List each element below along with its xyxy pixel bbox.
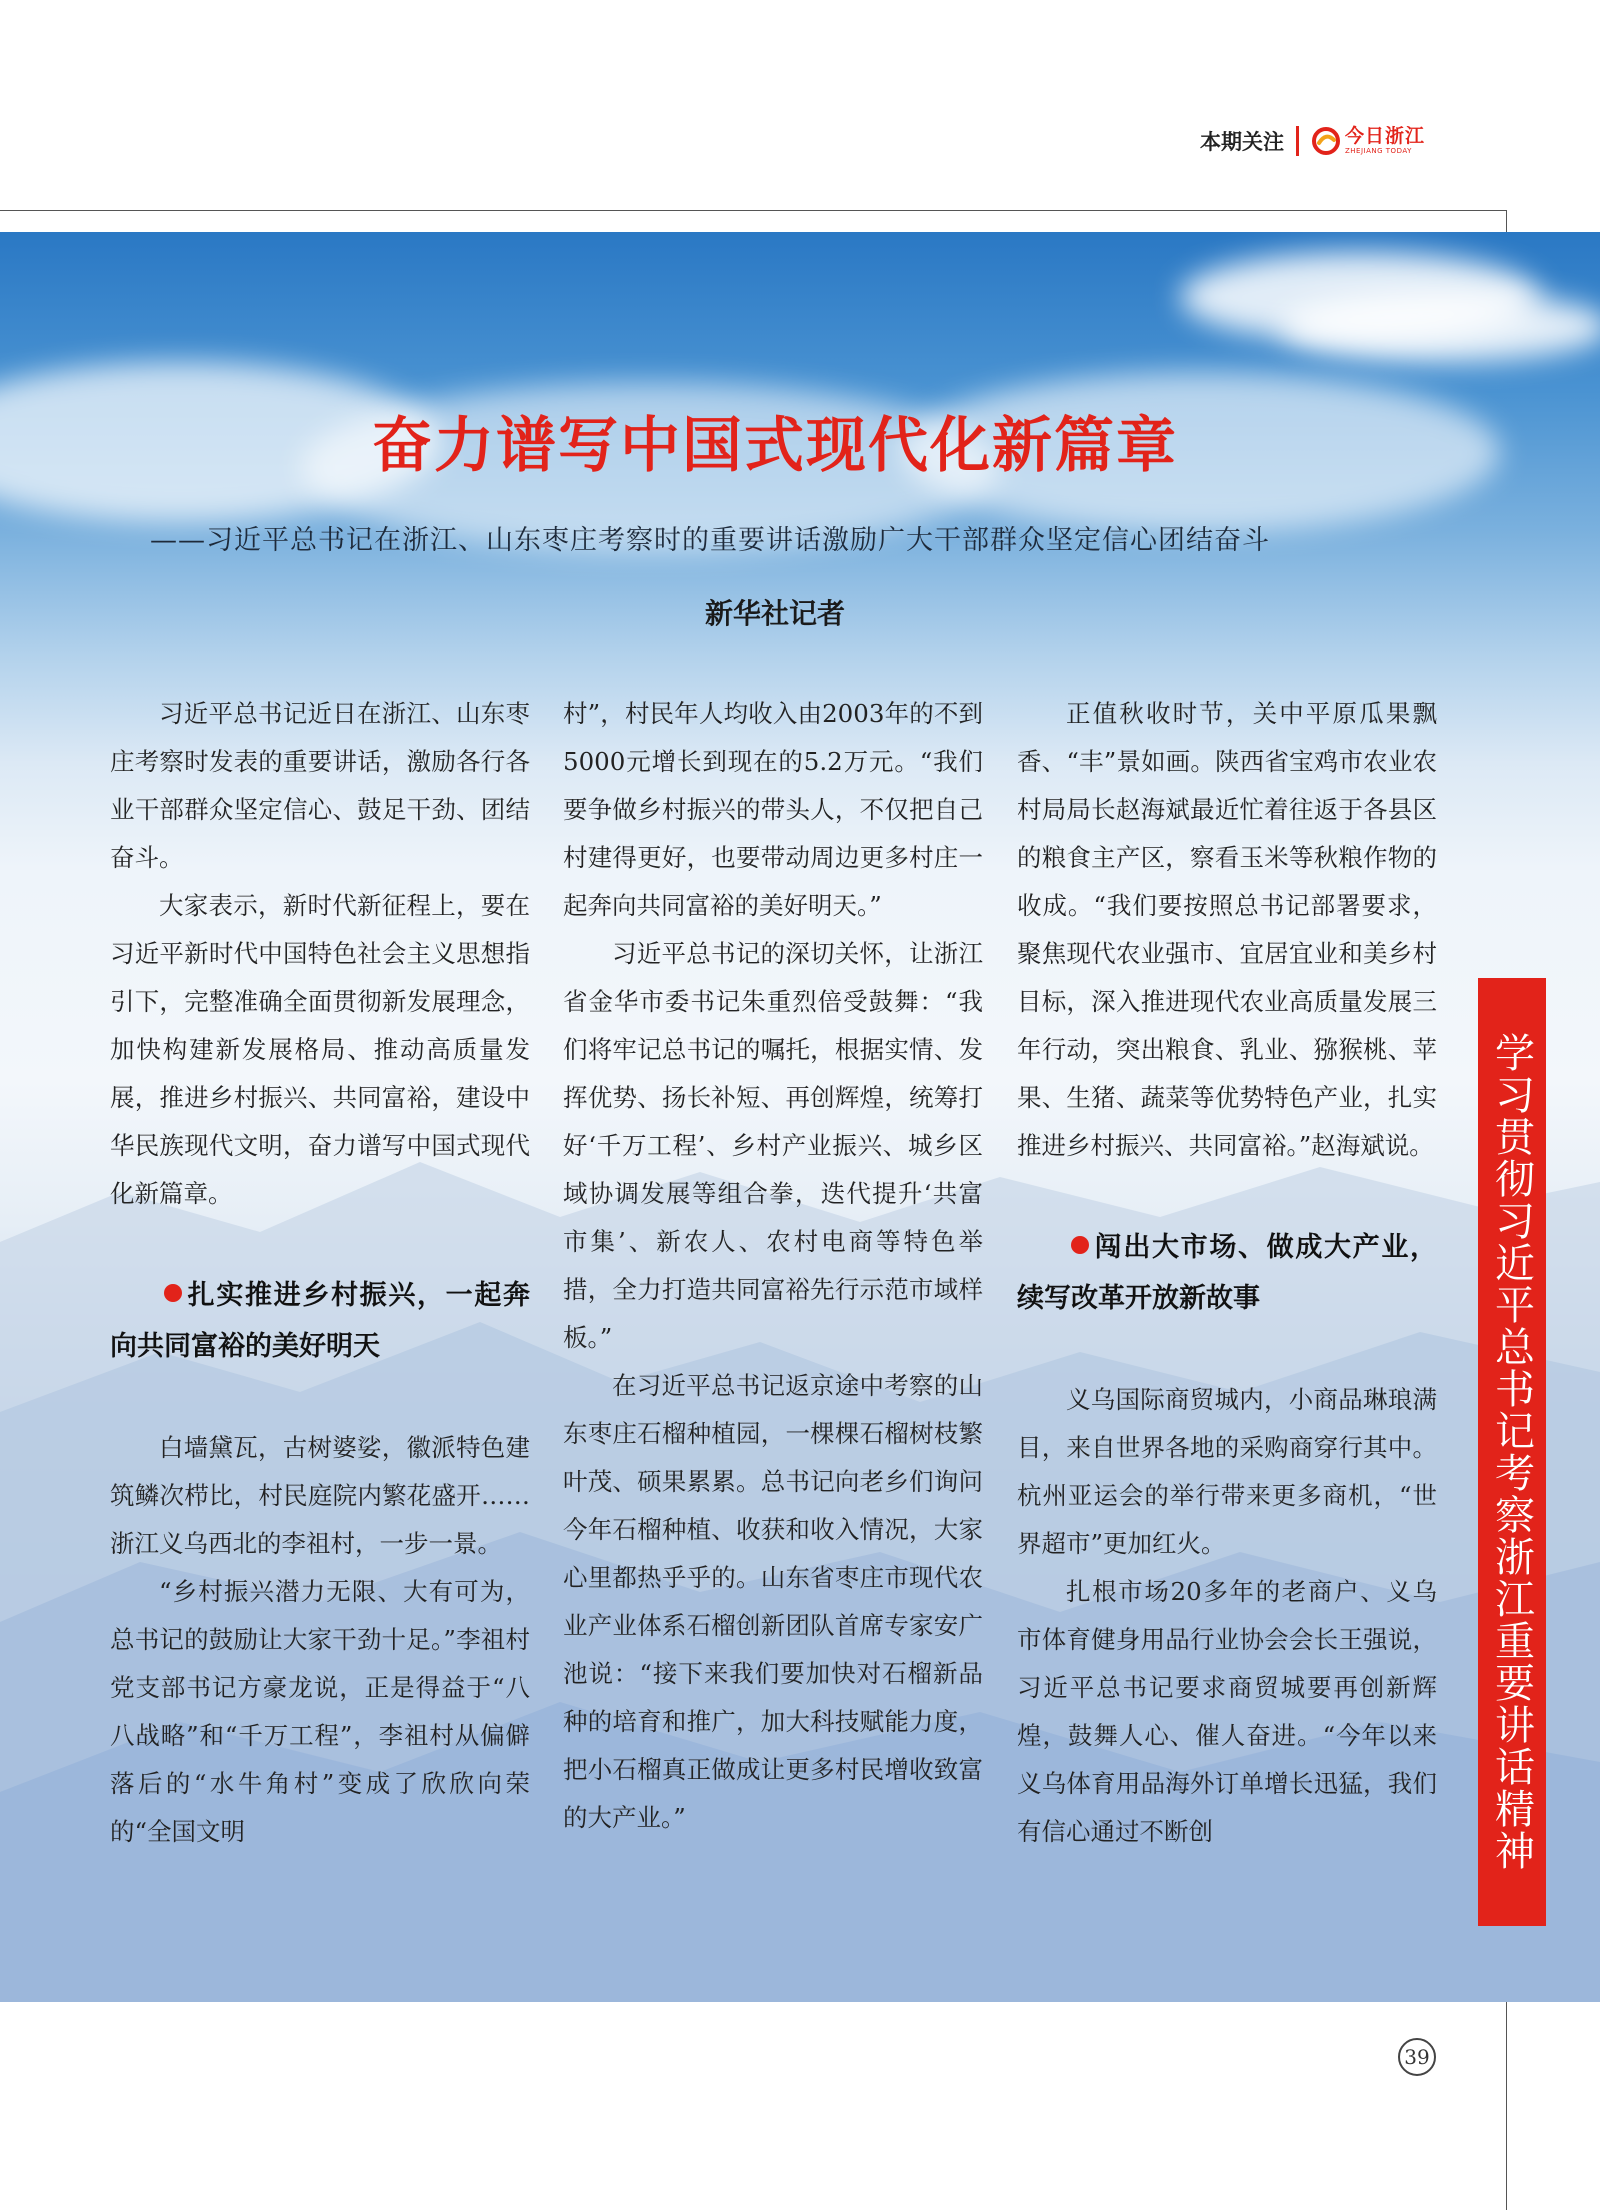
- text-column-2: [563, 690, 983, 1842]
- frame-top-rule: [0, 210, 1507, 211]
- banner-text: 学习贯彻习近平总书记考察浙江重要讲话精神: [1488, 1032, 1535, 1872]
- text-column-1: [110, 690, 530, 1856]
- bullet-dot-icon: [164, 1284, 182, 1302]
- section-heading-text: 闯出大市场、做成大产业，续写改革开放新故事: [1017, 1232, 1437, 1314]
- text-column-3: [1017, 690, 1437, 1856]
- vertical-topic-banner: [1478, 978, 1546, 1926]
- page-number: 39: [1398, 2038, 1436, 2076]
- header-divider: [1296, 126, 1299, 156]
- section-heading: [1017, 1222, 1437, 1324]
- logo-english-text: ZHEJIANG TODAY: [1345, 147, 1412, 155]
- logo-swirl-icon: [1311, 126, 1341, 156]
- section-heading-text: 扎实推进乡村振兴，一起奔向共同富裕的美好明天: [110, 1280, 530, 1362]
- paragraph: 大家表示，新时代新征程上，要在习近平新时代中国特色社会主义思想指引下，完整准确全面贯彻新发展理念，加快构建新发展格局、推动高质量发展，推进乡村振兴、共同富裕，建设中华民族现代文明，奋力谱写中国式现代化新篇章。: [110, 891, 530, 1208]
- running-head: [1200, 124, 1425, 158]
- article-subtitle: ——习近平总书记在浙江、山东枣庄考察时的重要讲话激励广大干部群众坚定信心团结奋斗: [150, 525, 1270, 556]
- paragraph: 正值秋收时节，关中平原瓜果飘香、“丰”景如画。陕西省宝鸡市农业农村局局长赵海斌最近忙着往返于各县区的粮食主产区，察看玉米等秋粮作物的收成。“我们要按照总书记部署要求，聚焦现代农业强市、宜居宜业和美乡村目标，深入推进现代农业高质量发展三年行动，突出粮食、乳业、猕猴桃、苹果、生猪、蔬菜等优势特色产业，扎实推进乡村振兴、共同富裕。”赵海斌说。: [1017, 699, 1437, 1160]
- logo-chinese-text: 今日浙江: [1345, 125, 1426, 147]
- article-byline: 新华社记者: [704, 597, 845, 630]
- paragraph: 白墙黛瓦，古树婆娑，徽派特色建筑鳞次栉比，村民庭院内繁花盛开……浙江义乌西北的李祖村，一步一景。: [110, 1433, 530, 1558]
- paragraph: 习近平总书记近日在浙江、山东枣庄考察时发表的重要讲话，激励各行各业干部群众坚定信心、鼓足干劲、团结奋斗。: [110, 699, 530, 872]
- bullet-dot-icon: [1071, 1236, 1089, 1254]
- section-heading: [110, 1270, 530, 1372]
- magazine-logo: [1311, 126, 1425, 156]
- paragraph: 村”，村民年人均收入由2003年的不到5000元增长到现在的5.2万元。“我们要争做乡村振兴的带头人，不仅把自己村建得更好，也要带动周边更多村庄一起奔向共同富裕的美好明天。”: [563, 699, 983, 920]
- article-title: 奋力谱写中国式现代化新篇章: [372, 411, 1178, 481]
- paragraph: 习近平总书记的深切关怀，让浙江省金华市委书记朱重烈倍受鼓舞：“我们将牢记总书记的嘱托，根据实情、发挥优势、扬长补短、再创辉煌，统筹打好‘千万工程’、乡村产业振兴、城乡区域协调发展等组合拳，迭代提升‘共富市集’、新农人、农村电商等特色举措，全力打造共同富裕先行示范市域样板。”: [563, 939, 983, 1352]
- paragraph: 义乌国际商贸城内，小商品琳琅满目，来自世界各地的采购商穿行其中。杭州亚运会的举行带来更多商机，“世界超市”更加红火。: [1017, 1385, 1437, 1558]
- section-label: 本期关注: [1200, 130, 1284, 154]
- paragraph: 扎根市场20多年的老商户、义乌市体育健身用品行业协会会长王强说，习近平总书记要求商贸城要再创新辉煌，鼓舞人心、催人奋进。“今年以来义乌体育用品海外订单增长迅猛，我们有信心通过不断创: [1017, 1577, 1437, 1846]
- paragraph: “乡村振兴潜力无限、大有可为，总书记的鼓励让大家干劲十足。”李祖村党支部书记方豪龙说，正是得益于“八八战略”和“千万工程”，李祖村从偏僻落后的“水牛角村”变成了欣欣向荣的“全国文明: [110, 1577, 530, 1846]
- paragraph: 在习近平总书记返京途中考察的山东枣庄石榴种植园，一棵棵石榴树枝繁叶茂、硕果累累。总书记向老乡们询问今年石榴种植、收获和收入情况，大家心里都热乎乎的。山东省枣庄市现代农业产业体系石榴创新团队首席专家安广池说：“接下来我们要加快对石榴新品种的培育和推广，加大科技赋能力度，把小石榴真正做成让更多村民增收致富的大产业。”: [563, 1371, 983, 1832]
